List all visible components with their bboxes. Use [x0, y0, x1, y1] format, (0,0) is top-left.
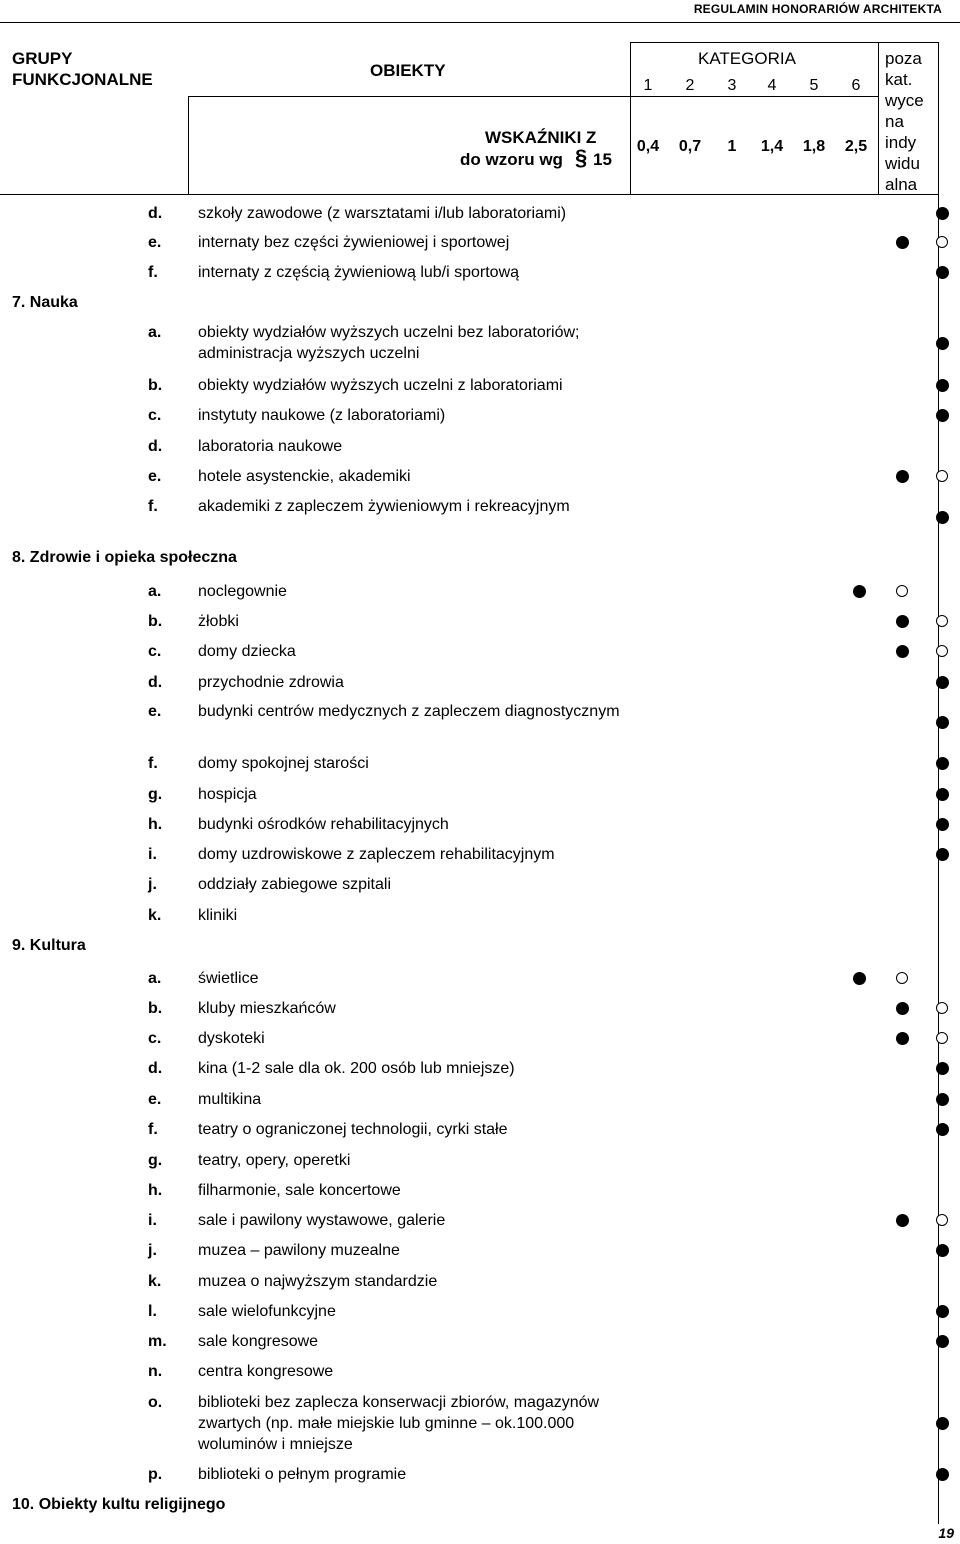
- row-letter: c.: [148, 1030, 162, 1047]
- row-text: dyskoteki: [198, 1030, 265, 1047]
- grid-line: [0, 194, 938, 195]
- table-row: [0, 1180, 960, 1201]
- category-open-marker: [936, 1032, 948, 1044]
- group-label: 7. Nauka: [12, 294, 78, 311]
- category-filled-marker: [936, 788, 949, 801]
- table-row: [0, 1392, 960, 1455]
- category-filled-marker: [936, 1093, 949, 1106]
- row-letter: d.: [148, 674, 163, 691]
- outside-label-line: indy: [885, 133, 917, 152]
- row-text: oddziały zabiegowe szpitali: [198, 876, 391, 893]
- category-number: 3: [727, 77, 737, 94]
- table-row: [0, 1361, 960, 1382]
- category-number: 2: [685, 77, 695, 94]
- category-filled-marker: [936, 337, 949, 350]
- category-filled-marker: [936, 1062, 949, 1075]
- row-text: biblioteki o pełnym programie: [198, 1466, 407, 1483]
- table-row: [0, 968, 960, 989]
- row-text: instytuty naukowe (z laboratoriami): [198, 407, 446, 424]
- row-text: multikina: [198, 1091, 262, 1108]
- table-row: [0, 844, 960, 865]
- row-text: muzea o najwyższym standardzie: [198, 1273, 438, 1290]
- category-filled-marker: [936, 716, 949, 729]
- row-letter: l.: [148, 1303, 157, 1320]
- index-value: 1,4: [760, 138, 784, 155]
- row-text: hotele asystenckie, akademiki: [198, 468, 411, 485]
- row-letter: m.: [148, 1333, 167, 1350]
- table-row: [0, 998, 960, 1019]
- row-letter: k.: [148, 907, 162, 924]
- indices-label-line1: WSKAŹNIKI Z: [485, 128, 597, 147]
- table-row: [0, 405, 960, 426]
- table-row: [0, 611, 960, 632]
- category-filled-marker: [936, 1123, 949, 1136]
- table-row: [0, 232, 960, 253]
- row-text: domy uzdrowiskowe z zapleczem rehabilitacyjnym: [198, 846, 555, 863]
- row-text: internaty bez części żywieniowej i sportowej: [198, 234, 510, 251]
- table-row: [0, 1058, 960, 1079]
- row-text: akademiki z zapleczem żywieniowym i rekreacyjnym: [198, 498, 570, 515]
- table-row: [0, 641, 960, 662]
- row-letter: b.: [148, 613, 163, 630]
- table-row: [0, 701, 960, 743]
- groups-label-line2: FUNKCJONALNE: [12, 70, 153, 89]
- table-row: [0, 1464, 960, 1485]
- category-filled-marker: [936, 266, 949, 279]
- row-text: domy dziecka: [198, 643, 296, 660]
- category-filled-marker: [936, 848, 949, 861]
- objects-label: OBIEKTY: [370, 61, 446, 80]
- index-value: 0,4: [636, 138, 660, 155]
- table-row: [0, 1240, 960, 1261]
- category-filled-marker: [936, 511, 949, 524]
- category-open-marker: [936, 236, 948, 248]
- row-letter: k.: [148, 1273, 162, 1290]
- group-label: 8. Zdrowie i opieka społeczna: [12, 549, 237, 566]
- table-row: [0, 1271, 960, 1292]
- row-text: szkoły zawodowe (z warsztatami i/lub laboratoriami): [198, 205, 567, 222]
- table-row: [0, 1301, 960, 1322]
- row-text: teatry o ograniczonej technologii, cyrki stałe: [198, 1121, 508, 1138]
- row-text: hospicja: [198, 786, 257, 803]
- row-text: sale wielofunkcyjne: [198, 1303, 336, 1320]
- table-row: [0, 672, 960, 693]
- category-number: 1: [643, 77, 653, 94]
- table-row: [0, 1331, 960, 1352]
- category-label: KATEGORIA: [698, 49, 796, 68]
- row-text: centra kongresowe: [198, 1363, 334, 1380]
- category-filled-marker: [936, 1244, 949, 1257]
- category-filled-marker: [936, 379, 949, 392]
- table-row: [0, 203, 960, 224]
- row-text: obiekty wydziałów wyższych uczelni z laboratoriami: [198, 377, 563, 394]
- indices-label-num: 15: [593, 150, 612, 169]
- row-text: obiekty wydziałów wyższych uczelni bez laboratoriów; administracja wyższych uczelni: [198, 324, 580, 362]
- table-row: [0, 874, 960, 895]
- grid-line: [630, 42, 938, 43]
- outside-label-line: kat.: [885, 70, 913, 89]
- row-letter: a.: [148, 970, 162, 987]
- grid-line: [630, 96, 878, 97]
- outside-label-line: wyce: [885, 91, 924, 110]
- outside-label-line: na: [885, 112, 904, 131]
- row-letter: c.: [148, 407, 162, 424]
- row-letter: j.: [148, 1242, 157, 1259]
- row-letter: e.: [148, 703, 162, 720]
- row-text: przychodnie zdrowia: [198, 674, 344, 691]
- row-letter: n.: [148, 1363, 163, 1380]
- row-text: filharmonie, sale koncertowe: [198, 1182, 401, 1199]
- table-row: [0, 1150, 960, 1171]
- category-filled-marker: [896, 236, 909, 249]
- category-number: 6: [851, 77, 861, 94]
- row-text: budynki centrów medycznych z zapleczem diagnostycznym: [198, 703, 620, 720]
- category-filled-marker: [896, 1002, 909, 1015]
- row-letter: d.: [148, 1060, 163, 1077]
- outside-label-line: widu: [885, 154, 920, 173]
- row-letter: d.: [148, 205, 163, 222]
- category-filled-marker: [896, 470, 909, 483]
- row-text: domy spokojnej starości: [198, 755, 369, 772]
- row-text: kina (1-2 sale dla ok. 200 osób lub mniejsze): [198, 1060, 515, 1077]
- row-letter: d.: [148, 438, 163, 455]
- index-value: 2,5: [844, 138, 868, 155]
- group-label: 10. Obiekty kultu religijnego: [12, 1496, 226, 1513]
- header-rule: [0, 22, 960, 23]
- row-letter: g.: [148, 786, 163, 803]
- row-text: żłobki: [198, 613, 239, 630]
- category-filled-marker: [896, 1032, 909, 1045]
- grid-line: [630, 42, 631, 194]
- row-text: sale i pawilony wystawowe, galerie: [198, 1212, 446, 1229]
- category-filled-marker: [936, 207, 949, 220]
- page-number: 19: [938, 1525, 954, 1541]
- grid-line: [878, 42, 879, 194]
- outside-label-line: alna: [885, 175, 918, 194]
- index-value: 1: [727, 138, 737, 155]
- row-letter: j.: [148, 876, 157, 893]
- category-filled-marker: [936, 1417, 949, 1430]
- category-filled-marker: [896, 615, 909, 628]
- row-text: biblioteki bez zaplecza konserwacji zbiorów, magazynów zwartych (np. małe miejskie lub gminne – ok.100.000 woluminów i mniejsze: [198, 1394, 600, 1453]
- category-filled-marker: [853, 585, 866, 598]
- row-text: kliniki: [198, 907, 238, 924]
- category-filled-marker: [896, 645, 909, 658]
- row-text: sale kongresowe: [198, 1333, 319, 1350]
- row-letter: o.: [148, 1394, 163, 1411]
- outside-label-line: poza: [885, 49, 922, 68]
- index-value: 1,8: [802, 138, 826, 155]
- row-text: kluby mieszkańców: [198, 1000, 336, 1017]
- row-letter: a.: [148, 324, 162, 341]
- category-filled-marker: [936, 676, 949, 689]
- table-row: [0, 322, 960, 364]
- row-letter: g.: [148, 1152, 163, 1169]
- category-filled-marker: [853, 972, 866, 985]
- table-row: [0, 1028, 960, 1049]
- table-row: [0, 1089, 960, 1110]
- category-number: 4: [767, 77, 777, 94]
- category-filled-marker: [896, 1214, 909, 1227]
- row-text: laboratoria naukowe: [198, 438, 343, 455]
- table-row: [0, 496, 960, 538]
- row-letter: i.: [148, 846, 157, 863]
- category-open-marker: [936, 470, 948, 482]
- running-header: REGULAMIN HONORARIÓW ARCHITEKTA: [693, 2, 942, 16]
- table-row: [0, 1210, 960, 1231]
- category-open-marker: [896, 585, 908, 597]
- index-value: 0,7: [678, 138, 702, 155]
- grid-line: [188, 96, 630, 97]
- row-text: budynki ośrodków rehabilitacyjnych: [198, 816, 449, 833]
- row-text: internaty z częścią żywieniową lub/i sportową: [198, 264, 520, 281]
- category-open-marker: [936, 645, 948, 657]
- row-letter: a.: [148, 583, 162, 600]
- row-text: świetlice: [198, 970, 259, 987]
- groups-label-line1: GRUPY: [12, 49, 73, 68]
- row-letter: f.: [148, 1121, 158, 1138]
- category-filled-marker: [936, 409, 949, 422]
- row-letter: e.: [148, 1091, 162, 1108]
- row-letter: c.: [148, 643, 162, 660]
- section-sign: §: [575, 145, 588, 170]
- row-letter: f.: [148, 498, 158, 515]
- table-row: [0, 1119, 960, 1140]
- category-open-marker: [936, 615, 948, 627]
- table-row: [0, 375, 960, 396]
- row-letter: h.: [148, 1182, 163, 1199]
- row-text: noclegownie: [198, 583, 287, 600]
- category-filled-marker: [936, 1305, 949, 1318]
- row-letter: e.: [148, 468, 162, 485]
- grid-line: [938, 42, 939, 194]
- row-letter: b.: [148, 377, 163, 394]
- row-letter: f.: [148, 755, 158, 772]
- category-open-marker: [896, 972, 908, 984]
- row-text: muzea – pawilony muzealne: [198, 1242, 400, 1259]
- row-letter: h.: [148, 816, 163, 833]
- row-text: teatry, opery, operetki: [198, 1152, 351, 1169]
- row-letter: f.: [148, 264, 158, 281]
- table-row: [0, 905, 960, 926]
- table-row: [0, 466, 960, 487]
- row-letter: e.: [148, 234, 162, 251]
- category-filled-marker: [936, 1468, 949, 1481]
- table-row: [0, 814, 960, 835]
- table-row: [0, 753, 960, 774]
- category-filled-marker: [936, 1335, 949, 1348]
- grid-line: [188, 96, 189, 194]
- table-row: [0, 784, 960, 805]
- category-number: 5: [809, 77, 819, 94]
- table-row: [0, 581, 960, 602]
- group-label: 9. Kultura: [12, 937, 86, 954]
- table-row: [0, 262, 960, 283]
- category-filled-marker: [936, 757, 949, 770]
- indices-label-line2: do wzoru wg: [460, 150, 563, 169]
- row-letter: p.: [148, 1466, 163, 1483]
- category-open-marker: [936, 1002, 948, 1014]
- category-open-marker: [936, 1214, 948, 1226]
- category-filled-marker: [936, 818, 949, 831]
- table-row: [0, 436, 960, 457]
- row-letter: i.: [148, 1212, 157, 1229]
- row-letter: b.: [148, 1000, 163, 1017]
